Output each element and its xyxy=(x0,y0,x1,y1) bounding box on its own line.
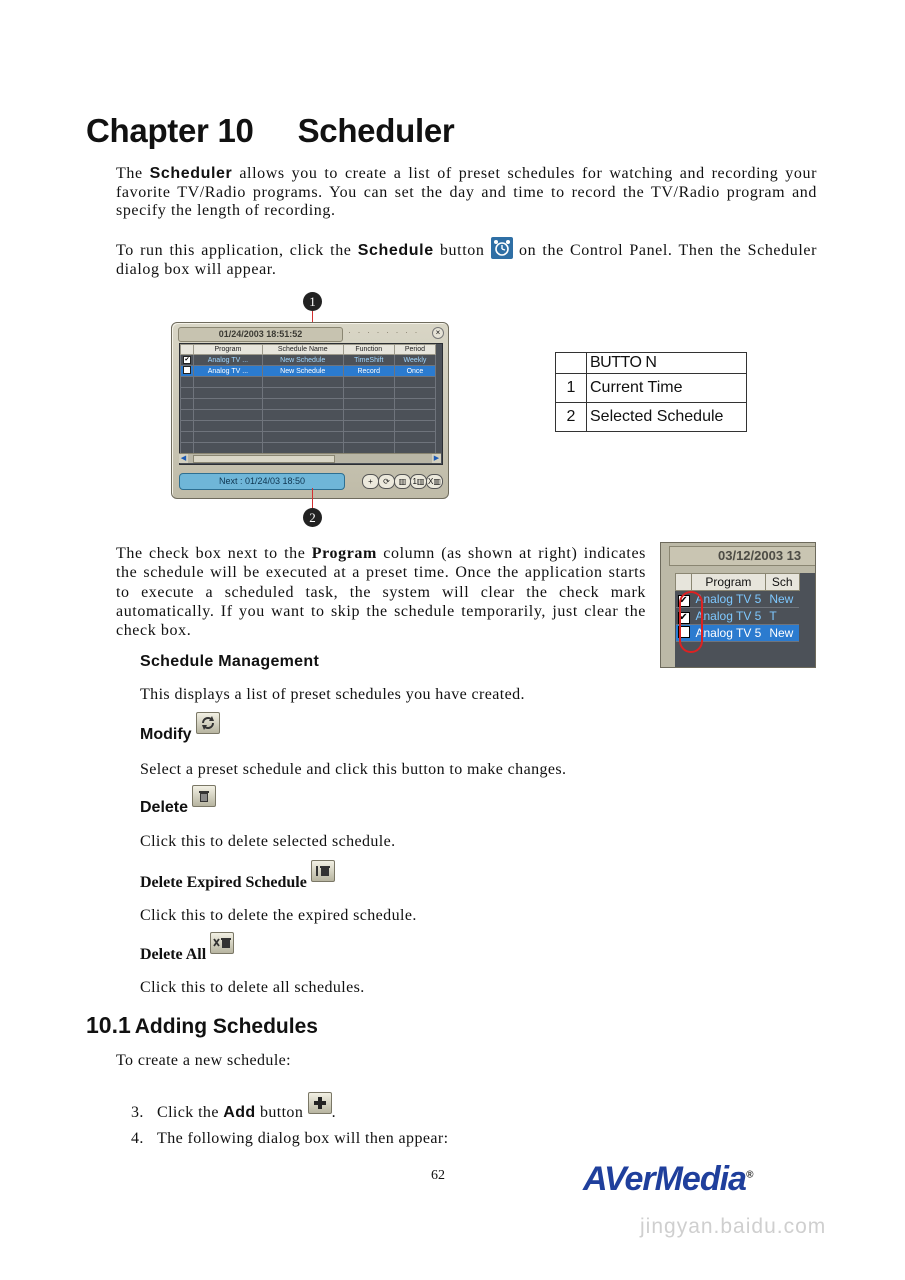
delete-item xyxy=(140,793,216,817)
checkbox-text-rest: column (as shown at right) indicates the schedule will be executed at a preset time. Once the application starts to execute a scheduled task, the system will clear the check mark automatically. If you want to skip the schedule temporarily, just clear the check box. xyxy=(116,545,646,640)
step-text: Click the xyxy=(157,1104,224,1121)
program-term: Program xyxy=(311,545,377,562)
zoom-checkbox: ✔ xyxy=(679,594,688,606)
table-cell-num: 2 xyxy=(556,403,587,432)
cell-period: Once xyxy=(394,366,435,377)
intro-text: The xyxy=(116,165,150,182)
col-period[interactable]: Period xyxy=(394,345,435,355)
delete-title: Delete xyxy=(140,799,189,816)
chapter-title: Scheduler xyxy=(297,112,455,149)
intro-paragraph xyxy=(116,165,817,221)
zoom-checkbox: ✔ xyxy=(679,611,688,623)
add-term: Add xyxy=(223,1104,256,1121)
cell-function: Record xyxy=(343,366,394,377)
delete-expired-title: Delete Expired Schedule xyxy=(140,874,307,891)
table-cell-num: 1 xyxy=(556,374,587,403)
step-text-mid: button xyxy=(255,1104,308,1121)
page-number: 62 xyxy=(431,1168,445,1183)
row-checkbox[interactable] xyxy=(183,366,191,374)
zoom-cell-schedule: New xyxy=(765,625,799,642)
delete-all-icon xyxy=(210,932,234,954)
chapter-number: Chapter 10 xyxy=(86,112,254,149)
add-button[interactable]: + xyxy=(362,474,379,489)
scroll-thumb[interactable] xyxy=(193,455,335,463)
modify-item xyxy=(140,720,220,744)
step-4 xyxy=(131,1130,448,1148)
next-schedule: Next : 01/24/03 18:50 xyxy=(179,473,345,490)
scroll-left-icon[interactable]: ◀ xyxy=(180,455,187,462)
table-row-selected[interactable] xyxy=(181,366,436,377)
callout-2: 2 xyxy=(303,508,322,527)
col-schedule-name[interactable]: Schedule Name xyxy=(262,345,343,355)
modify-refresh-icon xyxy=(196,712,220,734)
zoom-time: 03/12/2003 13 xyxy=(669,546,816,566)
add-plus-icon xyxy=(308,1092,332,1114)
button-table xyxy=(555,352,747,432)
table-cell-label: Selected Schedule xyxy=(587,403,747,432)
schedule-grid xyxy=(179,343,443,465)
management-desc: This displays a list of preset schedules you have created. xyxy=(140,686,525,703)
table-cell-label: Current Time xyxy=(587,374,747,403)
zoom-cell-program: Analog TV 5 xyxy=(692,608,766,625)
avermedia-logo xyxy=(583,1160,752,1199)
step-end: . xyxy=(331,1104,337,1121)
row-checkbox[interactable]: ✔ xyxy=(184,357,190,363)
section-title: Adding Schedules xyxy=(134,1015,318,1038)
cell-function: TimeShift xyxy=(343,355,394,366)
delete-all-item xyxy=(140,940,234,964)
cell-program: Analog TV ... xyxy=(194,366,263,377)
delete-all-desc: Click this to delete all schedules. xyxy=(140,979,365,996)
cell-period: Weekly xyxy=(394,355,435,366)
horizontal-scrollbar[interactable] xyxy=(179,453,441,463)
cell-program: Analog TV ... xyxy=(194,355,263,366)
drag-dots[interactable]: · · · · · · · · xyxy=(348,327,420,337)
intro-text-rest: allows you to create a list of preset schedules for watching and recording your favorite TV/Radio programs. You can set the day and time to record the TV/Radio program and specify the length of recording. xyxy=(116,165,817,219)
delete-expired-item xyxy=(140,868,335,892)
delete-button[interactable]: ▥ xyxy=(394,474,411,489)
delete-all-button[interactable]: X▥ xyxy=(426,474,443,489)
checkbox-highlight-circle xyxy=(679,591,703,653)
col-check xyxy=(181,345,194,355)
delete-expired-button[interactable]: 1▥ xyxy=(410,474,427,489)
button-table-empty xyxy=(556,353,587,374)
step-text: The following dialog box will then appear: xyxy=(157,1130,449,1147)
step-number: 4. xyxy=(131,1130,144,1147)
zoomed-schedule-list xyxy=(660,542,816,668)
zoom-cell-schedule: New xyxy=(765,591,799,608)
scroll-right-icon[interactable]: ▶ xyxy=(433,455,440,462)
step-3 xyxy=(131,1098,336,1122)
zoom-cell-schedule: T xyxy=(765,608,799,625)
zoom-col-schedule: Sch xyxy=(765,574,799,591)
button-table-header: BUTTO N xyxy=(587,353,747,374)
callout-2-line xyxy=(312,488,313,508)
section-number: 10.1 xyxy=(86,1012,131,1038)
modify-button[interactable]: ⟳ xyxy=(378,474,395,489)
logo-text: AVerMedia xyxy=(583,1160,746,1198)
checkbox-text: The check box next to the xyxy=(116,545,312,562)
run-text: To run this application, click the xyxy=(116,242,358,259)
schedule-term: Schedule xyxy=(357,242,434,259)
trash-icon xyxy=(192,785,216,807)
logo-registered: ® xyxy=(745,1169,753,1181)
table-row[interactable] xyxy=(181,355,436,366)
zoom-col-check xyxy=(676,574,692,591)
run-text-rest: on the Control Panel. Then the Scheduler dialog box will appear. xyxy=(116,242,817,278)
step-number: 3. xyxy=(131,1104,144,1121)
col-function[interactable]: Function xyxy=(343,345,394,355)
modify-title: Modify xyxy=(140,726,192,743)
delete-expired-desc: Click this to delete the expired schedule. xyxy=(140,907,417,924)
zoom-cell-program: Analog TV 5 xyxy=(692,591,766,608)
section-intro: To create a new schedule: xyxy=(116,1052,292,1069)
cell-name: New Schedule xyxy=(262,366,343,377)
zoom-col-program: Program xyxy=(692,574,766,591)
checkbox-paragraph xyxy=(116,544,646,640)
delete-all-title: Delete All xyxy=(140,946,207,963)
chapter-heading xyxy=(86,112,454,150)
delete-desc: Click this to delete selected schedule. xyxy=(140,833,396,850)
watermark: jingyan.baidu.com xyxy=(640,1215,827,1238)
run-text-mid: button xyxy=(433,242,491,259)
callout-1: 1 xyxy=(303,292,322,311)
modify-desc: Select a preset schedule and click this button to make changes. xyxy=(140,761,567,778)
scheduler-dialog xyxy=(171,322,449,499)
col-program[interactable]: Program xyxy=(194,345,263,355)
section-heading xyxy=(86,1012,318,1039)
zoom-cell-program: Analog TV 5 xyxy=(692,625,766,642)
scheduler-term: Scheduler xyxy=(149,165,233,182)
run-paragraph xyxy=(116,237,817,279)
delete-expired-icon xyxy=(311,860,335,882)
management-heading: Schedule Management xyxy=(140,653,320,670)
close-button[interactable]: × xyxy=(432,327,444,339)
schedule-clock-icon xyxy=(491,237,513,259)
current-time: 01/24/2003 18:51:52 xyxy=(178,327,343,342)
cell-name: New Schedule xyxy=(262,355,343,366)
